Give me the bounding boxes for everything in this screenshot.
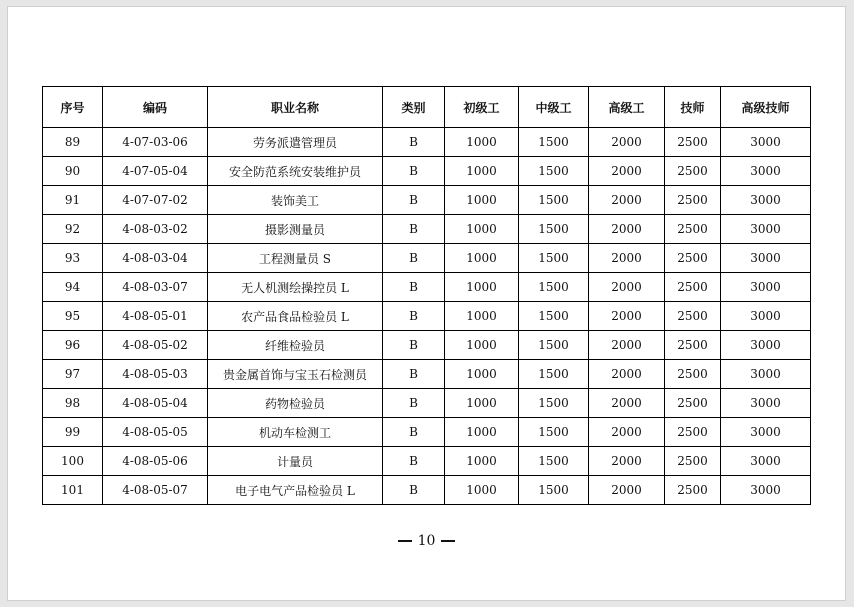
- table-cell: 1000: [445, 331, 519, 360]
- table-cell: B: [383, 215, 445, 244]
- table-cell: 3000: [721, 186, 811, 215]
- table-cell: B: [383, 128, 445, 157]
- left-dash: [398, 540, 412, 542]
- table-cell: B: [383, 331, 445, 360]
- table-cell: B: [383, 447, 445, 476]
- document-page: [7, 6, 846, 601]
- table-cell: 97: [43, 360, 103, 389]
- table-cell: 98: [43, 389, 103, 418]
- table-cell: 1500: [519, 302, 589, 331]
- table-cell: 3000: [721, 244, 811, 273]
- table-cell: 1500: [519, 447, 589, 476]
- table-cell: 96: [43, 331, 103, 360]
- table-cell: 4-08-03-07: [103, 273, 208, 302]
- column-header: 序号: [43, 87, 103, 128]
- table-cell: 2500: [665, 215, 721, 244]
- table-cell: 1500: [519, 273, 589, 302]
- table-cell: 1500: [519, 215, 589, 244]
- table-row: [43, 360, 811, 389]
- table-cell: 91: [43, 186, 103, 215]
- table-cell: 4-08-05-05: [103, 418, 208, 447]
- table-cell: 1000: [445, 128, 519, 157]
- right-dash: [441, 540, 455, 542]
- table-cell: 1500: [519, 418, 589, 447]
- table-row: [43, 273, 811, 302]
- table-row: [43, 447, 811, 476]
- table-cell: 农产品食品检验员 L: [208, 302, 383, 331]
- table-cell: 3000: [721, 476, 811, 505]
- table-cell: B: [383, 389, 445, 418]
- table-cell: 1000: [445, 447, 519, 476]
- column-header: 高级技师: [721, 87, 811, 128]
- table-cell: 1500: [519, 360, 589, 389]
- table-cell: 3000: [721, 418, 811, 447]
- table-cell: 1000: [445, 389, 519, 418]
- table-cell: 1000: [445, 215, 519, 244]
- table-cell: 2000: [589, 302, 665, 331]
- table-cell: B: [383, 273, 445, 302]
- column-header: 类别: [383, 87, 445, 128]
- table-cell: 劳务派遣管理员: [208, 128, 383, 157]
- table-cell: 3000: [721, 447, 811, 476]
- table-cell: 纤维检验员: [208, 331, 383, 360]
- table-cell: 1000: [445, 302, 519, 331]
- table-cell: 4-08-05-06: [103, 447, 208, 476]
- column-header: 高级工: [589, 87, 665, 128]
- table-cell: 4-08-05-04: [103, 389, 208, 418]
- table-cell: 1000: [445, 273, 519, 302]
- page-number: 10: [417, 533, 436, 549]
- table-cell: 2500: [665, 418, 721, 447]
- table-cell: 1000: [445, 186, 519, 215]
- table-cell: 90: [43, 157, 103, 186]
- table-row: [43, 128, 811, 157]
- table-cell: 2000: [589, 157, 665, 186]
- table-cell: 药物检验员: [208, 389, 383, 418]
- table-cell: 2500: [665, 331, 721, 360]
- table-cell: 2500: [665, 389, 721, 418]
- table-cell: 3000: [721, 128, 811, 157]
- table-cell: 89: [43, 128, 103, 157]
- table-cell: 1500: [519, 331, 589, 360]
- table-cell: 4-07-03-06: [103, 128, 208, 157]
- table-cell: 4-07-05-04: [103, 157, 208, 186]
- table-row: [43, 244, 811, 273]
- table-cell: 1000: [445, 244, 519, 273]
- table-cell: 2000: [589, 360, 665, 389]
- table-cell: 1500: [519, 476, 589, 505]
- table-cell: 3000: [721, 389, 811, 418]
- table-cell: 100: [43, 447, 103, 476]
- table-cell: 2000: [589, 215, 665, 244]
- occupation-table: [42, 86, 811, 505]
- table-cell: B: [383, 476, 445, 505]
- table-cell: 4-08-05-01: [103, 302, 208, 331]
- table-cell: 2000: [589, 447, 665, 476]
- table-cell: 装饰美工: [208, 186, 383, 215]
- table-cell: 3000: [721, 157, 811, 186]
- table-cell: 2500: [665, 186, 721, 215]
- table-cell: 1000: [445, 418, 519, 447]
- table-cell: 3000: [721, 302, 811, 331]
- table-cell: 95: [43, 302, 103, 331]
- table-cell: B: [383, 186, 445, 215]
- table-cell: 1500: [519, 186, 589, 215]
- table-cell: 2000: [589, 186, 665, 215]
- table-cell: 1500: [519, 128, 589, 157]
- table-cell: 4-08-05-07: [103, 476, 208, 505]
- page-footer: [8, 533, 845, 549]
- table-cell: 94: [43, 273, 103, 302]
- table-row: [43, 215, 811, 244]
- table-cell: 贵金属首饰与宝玉石检测员: [208, 360, 383, 389]
- table-header-row: [43, 87, 811, 128]
- table-cell: 2000: [589, 389, 665, 418]
- table-cell: 93: [43, 244, 103, 273]
- table-cell: B: [383, 418, 445, 447]
- table-cell: 4-08-03-02: [103, 215, 208, 244]
- table-cell: 1000: [445, 476, 519, 505]
- table-row: [43, 476, 811, 505]
- table-cell: 电子电气产品检验员 L: [208, 476, 383, 505]
- table-cell: 2000: [589, 128, 665, 157]
- table-cell: 4-08-05-03: [103, 360, 208, 389]
- table-cell: 2000: [589, 244, 665, 273]
- table-row: [43, 389, 811, 418]
- table-cell: 1000: [445, 157, 519, 186]
- table-cell: B: [383, 244, 445, 273]
- table-cell: 2500: [665, 128, 721, 157]
- table-cell: 机动车检测工: [208, 418, 383, 447]
- column-header: 技师: [665, 87, 721, 128]
- column-header: 中级工: [519, 87, 589, 128]
- table-cell: 工程测量员 S: [208, 244, 383, 273]
- table-cell: 3000: [721, 360, 811, 389]
- table-cell: 计量员: [208, 447, 383, 476]
- table-cell: 2000: [589, 418, 665, 447]
- table-cell: 安全防范系统安装维护员: [208, 157, 383, 186]
- table-cell: 4-08-05-02: [103, 331, 208, 360]
- table-cell: 3000: [721, 331, 811, 360]
- table-cell: 2000: [589, 273, 665, 302]
- table-cell: 3000: [721, 273, 811, 302]
- table-cell: 无人机测绘操控员 L: [208, 273, 383, 302]
- table-cell: 1500: [519, 157, 589, 186]
- table-cell: 2500: [665, 476, 721, 505]
- table-cell: 2500: [665, 302, 721, 331]
- table-cell: 3000: [721, 215, 811, 244]
- table-cell: 1500: [519, 389, 589, 418]
- table-cell: 4-07-07-02: [103, 186, 208, 215]
- table-cell: 92: [43, 215, 103, 244]
- table-row: [43, 157, 811, 186]
- column-header: 初级工: [445, 87, 519, 128]
- table-cell: B: [383, 157, 445, 186]
- table-cell: 2500: [665, 273, 721, 302]
- table-row: [43, 186, 811, 215]
- table-cell: 2500: [665, 447, 721, 476]
- table-cell: 2000: [589, 476, 665, 505]
- table-row: [43, 418, 811, 447]
- table-cell: B: [383, 360, 445, 389]
- table-cell: 2500: [665, 360, 721, 389]
- table-body: [43, 128, 811, 505]
- column-header: 职业名称: [208, 87, 383, 128]
- table-cell: 99: [43, 418, 103, 447]
- table-row: [43, 331, 811, 360]
- table-cell: 2500: [665, 157, 721, 186]
- table-cell: 摄影测量员: [208, 215, 383, 244]
- table-cell: 2500: [665, 244, 721, 273]
- table-cell: 101: [43, 476, 103, 505]
- table-row: [43, 302, 811, 331]
- table-cell: 2000: [589, 331, 665, 360]
- table-cell: 1000: [445, 360, 519, 389]
- column-header: 编码: [103, 87, 208, 128]
- table-cell: 4-08-03-04: [103, 244, 208, 273]
- table-cell: B: [383, 302, 445, 331]
- table-cell: 1500: [519, 244, 589, 273]
